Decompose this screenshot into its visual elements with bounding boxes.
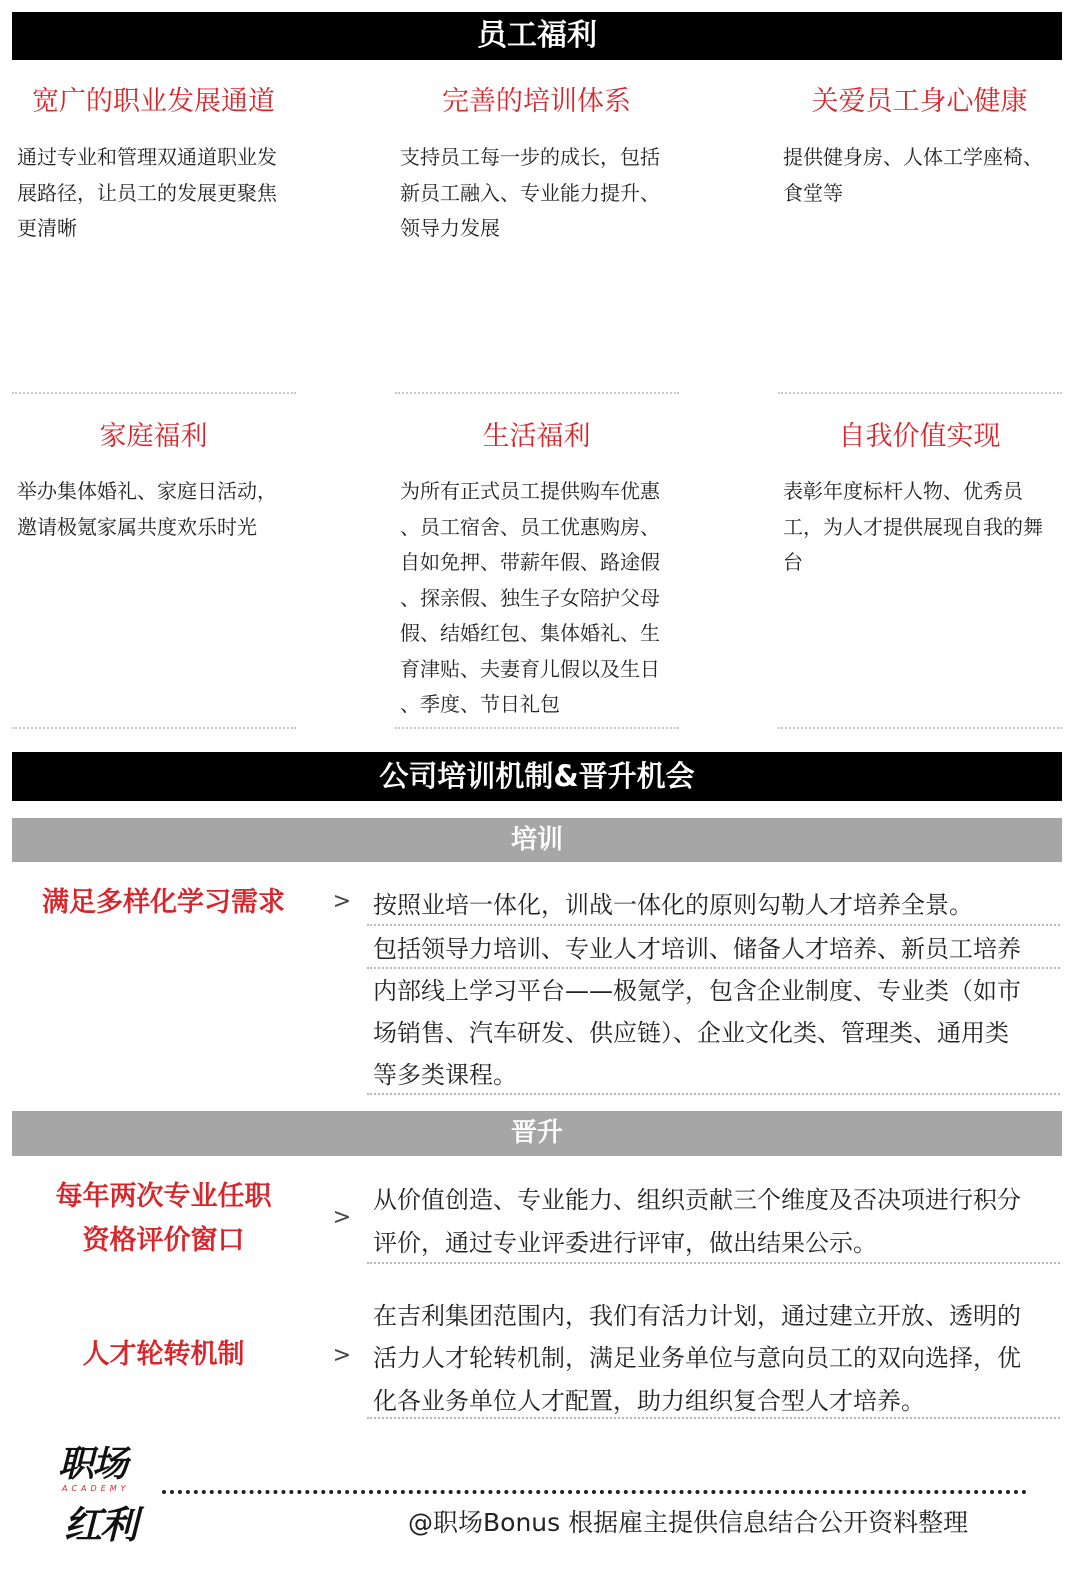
brand-logo: 职场 ACADEMY 红利 [58, 1444, 137, 1547]
promotion-line: 化各业务单位人才配置，助力组织复合型人才培养。 [373, 1387, 925, 1415]
training-promotion-section-header: 公司培训机制&晋升机会 [12, 752, 1062, 801]
divider [12, 392, 296, 394]
benefit-title-career: 宽广的职业发展通道 [32, 86, 275, 117]
training-line: 内部线上学习平台——极氪学，包含企业制度、专业类（如市 [373, 977, 1021, 1005]
arrow-marker: > [332, 889, 352, 914]
divider [367, 1417, 1060, 1419]
benefit-title-family: 家庭福利 [99, 421, 208, 452]
benefit-title-life: 生活福利 [482, 421, 591, 452]
benefit-title-training: 完善的培训体系 [442, 86, 631, 117]
divider [395, 727, 679, 729]
promotion-line: 在吉利集团范围内，我们有活力计划，通过建立开放、透明的 [373, 1302, 1021, 1330]
footer-credit: @职场Bonus 根据雇主提供信息结合公开资料整理 [408, 1508, 969, 1537]
promotion-heading-evaluation: 每年两次专业任职 资格评价窗口 [55, 1181, 272, 1256]
training-heading: 满足多样化学习需求 [42, 887, 285, 918]
benefit-desc-family: 举办集体婚礼、家庭日活动， 邀请极氪家属共度欢乐时光 [17, 479, 277, 539]
benefit-desc-life: 为所有正式员工提供购车优惠 、员工宿舍、员工优惠购房、 自如免押、带薪年假、路途假 、探亲假、独生子女陪护父母 假、结婚红包、集体婚礼、生 育津贴、夫妻育儿假以及生日 、季度、节日礼包 [400, 479, 660, 716]
divider [367, 1262, 1060, 1264]
benefits-section-header: 员工福利 [12, 12, 1062, 60]
divider [395, 392, 679, 394]
divider [367, 1093, 1060, 1095]
divider [367, 924, 1060, 926]
footer-divider [162, 1490, 1027, 1494]
promotion-line: 活力人才轮转机制，满足业务单位与意向员工的双向选择，优 [373, 1344, 1021, 1372]
arrow-marker: > [332, 1205, 352, 1230]
divider [778, 727, 1062, 729]
promotion-heading-rotation: 人才轮转机制 [82, 1339, 245, 1370]
benefit-title-self-value: 自我价值实现 [838, 421, 1001, 452]
divider [367, 967, 1060, 969]
training-line: 场销售、汽车研发、供应链）、企业文化类、管理类、通用类 [373, 1019, 1009, 1047]
benefit-desc-career: 通过专业和管理双通道职业发 展路径，让员工的发展更聚焦 更清晰 [17, 145, 277, 240]
training-subheader: 培训 [12, 818, 1062, 862]
arrow-marker: > [332, 1343, 352, 1368]
training-line: 按照业培一体化，训战一体化的原则勾勒人才培养全景。 [373, 891, 973, 919]
promotion-line: 评价，通过专业评委进行评审，做出结果公示。 [373, 1229, 877, 1257]
benefit-desc-training: 支持员工每一步的成长，包括 新员工融入、专业能力提升、 领导力发展 [400, 145, 660, 240]
training-line: 包括领导力培训、专业人才培训、储备人才培养、新员工培养 [373, 935, 1021, 963]
divider [12, 727, 296, 729]
benefit-title-health: 关爱员工身心健康 [811, 86, 1028, 117]
benefit-desc-health: 提供健身房、人体工学座椅、 食堂等 [783, 145, 1043, 205]
benefit-desc-self-value: 表彰年度标杆人物、优秀员 工，为人才提供展现自我的舞 台 [783, 479, 1043, 574]
promotion-subheader: 晋升 [12, 1111, 1062, 1156]
promotion-line: 从价值创造、专业能力、组织贡献三个维度及否决项进行积分 [373, 1186, 1021, 1214]
training-line: 等多类课程。 [373, 1061, 517, 1089]
divider [778, 392, 1062, 394]
